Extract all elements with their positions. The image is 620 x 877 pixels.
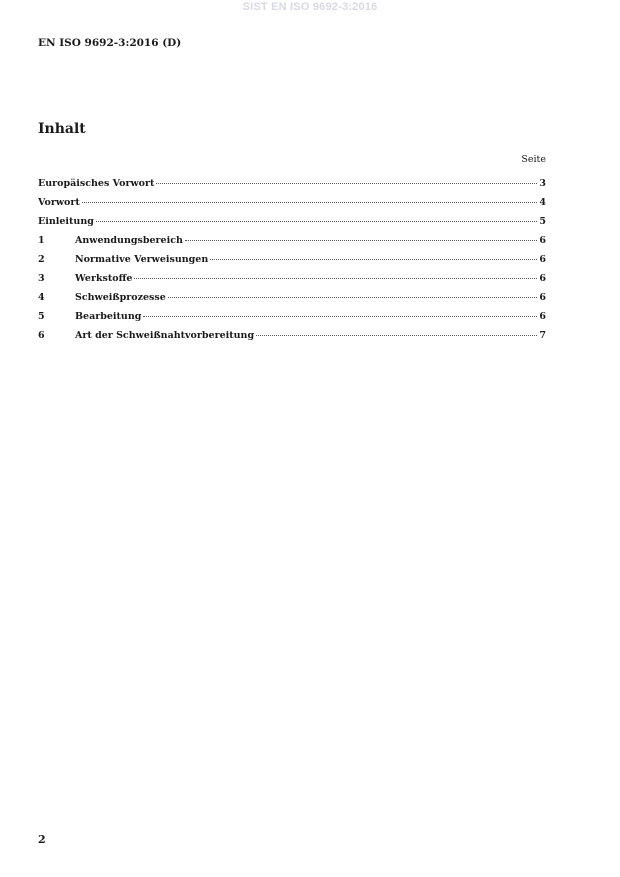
toc-entry-number: 6 (38, 330, 45, 341)
toc-leader-dots (96, 221, 538, 222)
toc-heading: Inhalt (38, 121, 86, 137)
toc-entry-title: Vorwort (38, 197, 80, 208)
toc-entry-page: 6 (539, 273, 546, 284)
watermark-text: SIST EN ISO 9692-3:2016 (242, 1, 378, 13)
table-of-contents (38, 178, 546, 349)
toc-entry[interactable] (38, 292, 546, 311)
toc-leader-dots (185, 240, 537, 241)
toc-leader-dots (143, 316, 537, 317)
toc-leader-dots (156, 183, 537, 184)
toc-entry[interactable] (38, 330, 546, 349)
toc-entry-page: 3 (539, 178, 546, 189)
toc-entry-number: 2 (38, 254, 45, 265)
toc-entry-title: Einleitung (38, 216, 94, 227)
toc-entry-number: 1 (38, 235, 45, 246)
toc-leader-dots (134, 278, 537, 279)
toc-entry[interactable] (38, 273, 546, 292)
toc-entry-number: 4 (38, 292, 45, 303)
page-number: 2 (38, 833, 46, 846)
toc-entry-title: Art der Schweißnahtvorbereitung (75, 330, 255, 341)
toc-entry-number: 5 (38, 311, 45, 322)
toc-entry-page: 6 (539, 235, 546, 246)
toc-entry-number: 3 (38, 273, 45, 284)
toc-entry-title: Bearbeitung (75, 311, 142, 322)
document-identifier: EN ISO 9692-3:2016 (D) (38, 37, 182, 49)
toc-entry[interactable] (38, 235, 546, 254)
toc-entry-title: Europäisches Vorwort (38, 178, 155, 189)
toc-entry-page: 6 (539, 254, 546, 265)
toc-leader-dots (82, 202, 538, 203)
toc-entry[interactable] (38, 197, 546, 216)
toc-entry-title: Werkstoffe (75, 273, 133, 284)
toc-leader-dots (210, 259, 537, 260)
toc-entry[interactable] (38, 311, 546, 330)
toc-entry[interactable] (38, 254, 546, 273)
toc-entry-title: Normative Verweisungen (75, 254, 209, 265)
toc-leader-dots (256, 335, 537, 336)
toc-entry-title: Schweißprozesse (75, 292, 166, 303)
toc-entry-page: 6 (539, 292, 546, 303)
page-column-label: Seite (521, 154, 546, 165)
toc-leader-dots (168, 297, 538, 298)
toc-entry-title: Anwendungsbereich (75, 235, 183, 246)
toc-entry-page: 5 (539, 216, 546, 227)
toc-entry-page: 7 (539, 330, 546, 341)
toc-entry[interactable] (38, 178, 546, 197)
toc-entry-page: 4 (539, 197, 546, 208)
toc-entry[interactable] (38, 216, 546, 235)
toc-entry-page: 6 (539, 311, 546, 322)
